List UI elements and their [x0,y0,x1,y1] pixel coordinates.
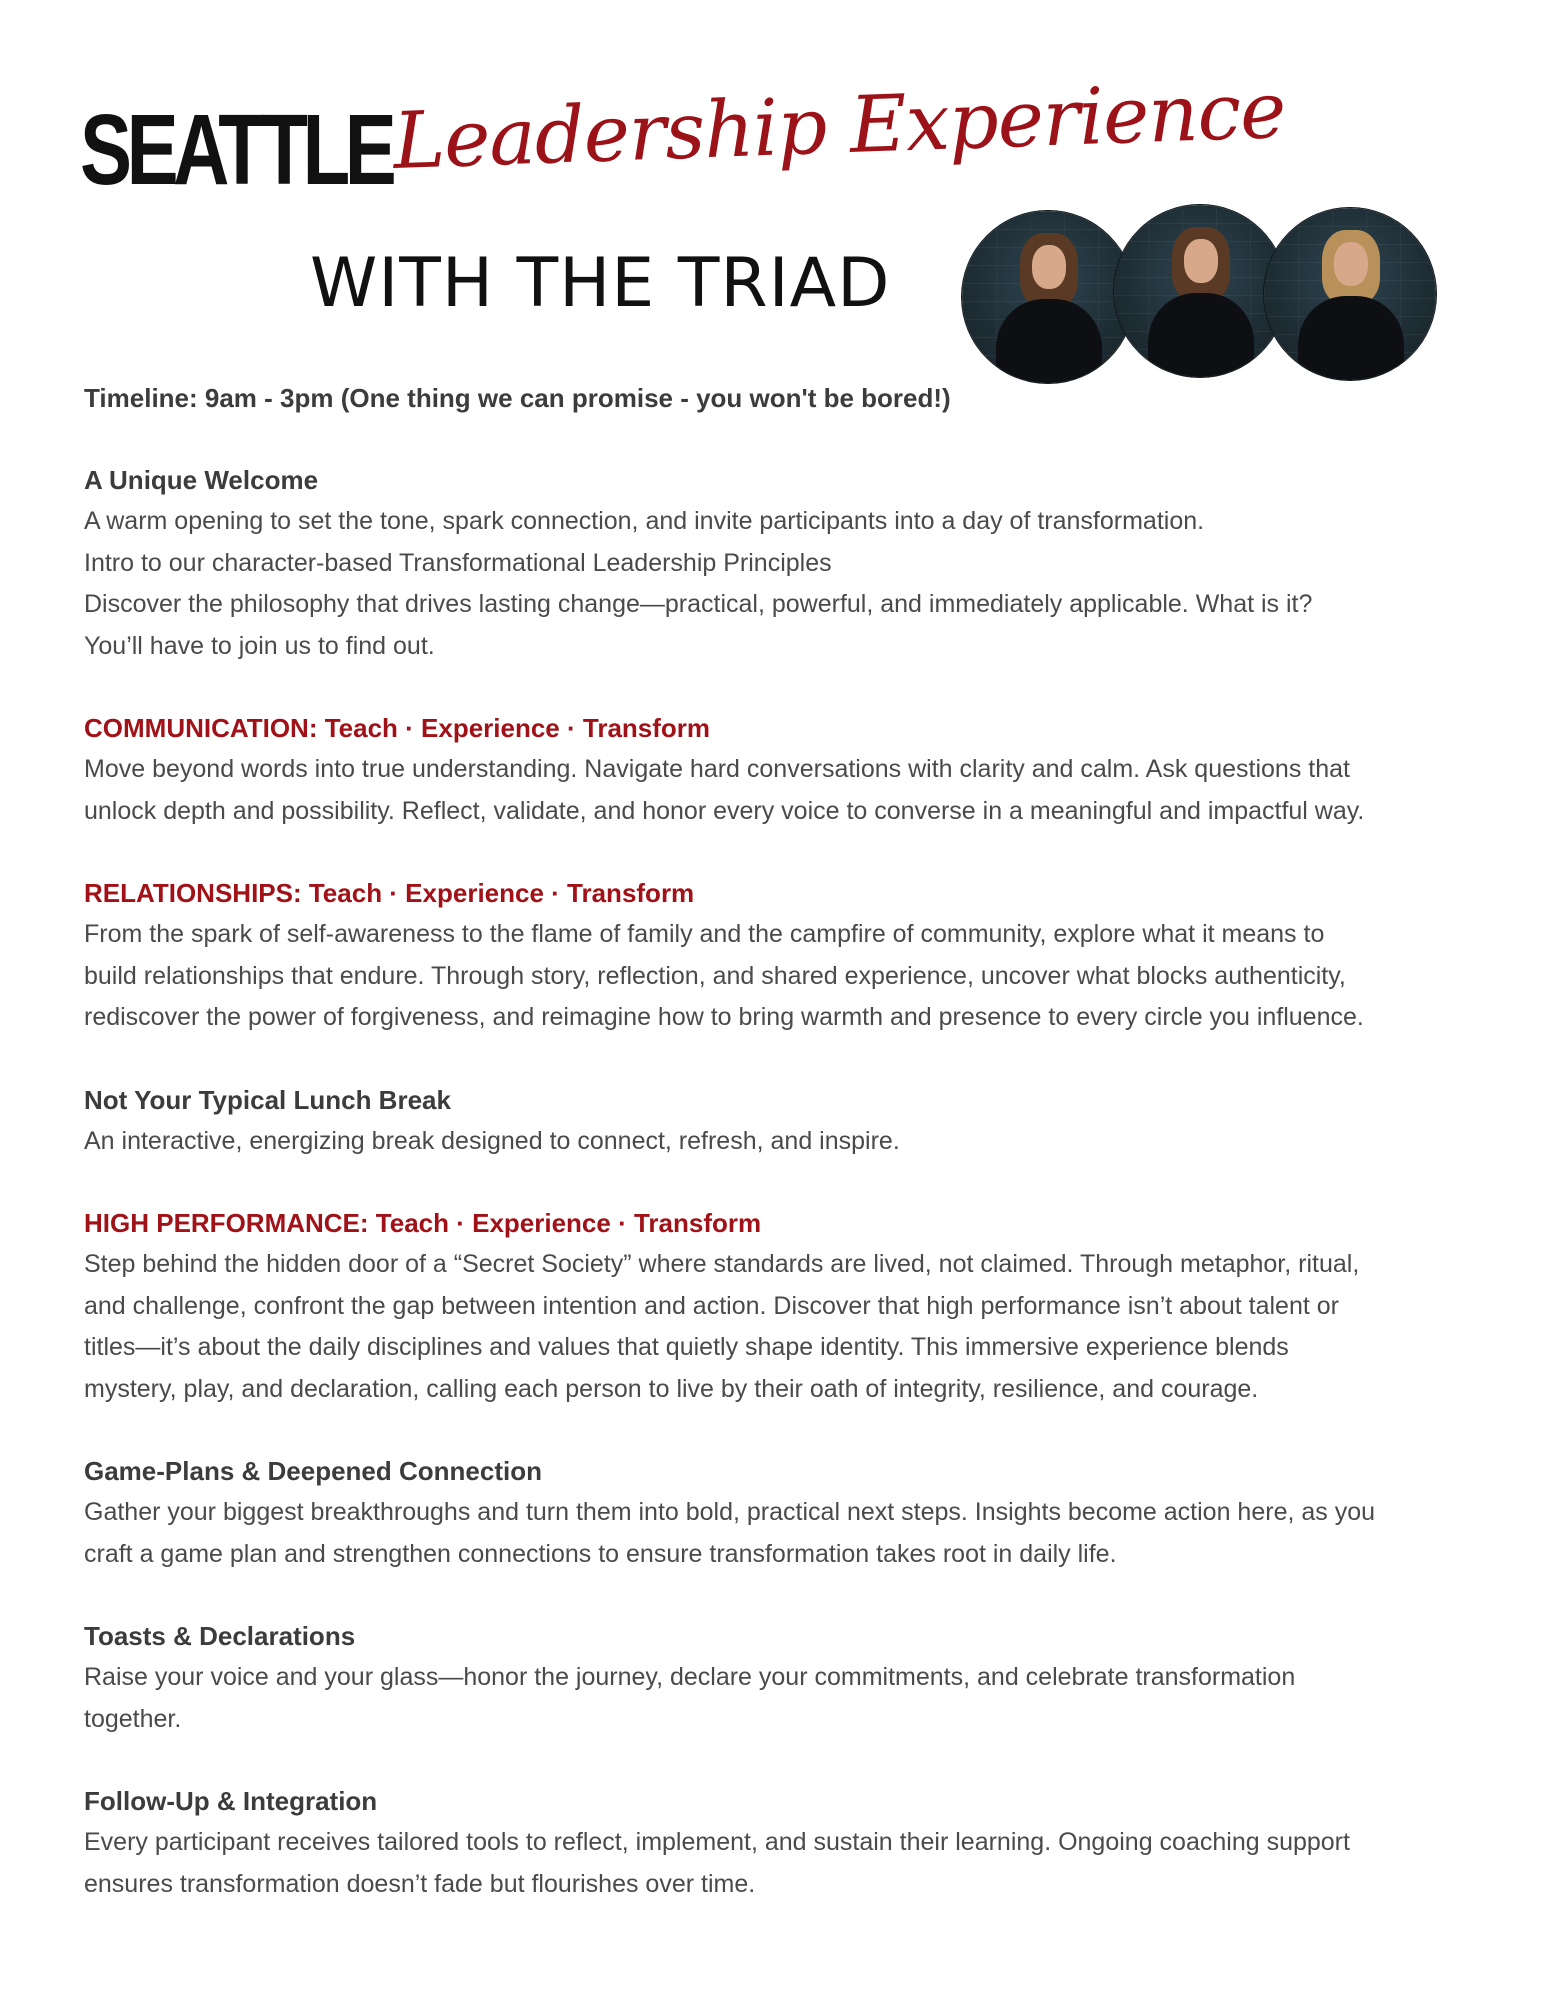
body-line: Raise your voice and your glass—honor the journey, declare your commitments, and celebrate transformation [84,1663,1296,1691]
body-line: craft a game plan and strengthen connections to ensure transformation takes root in daily life. [84,1539,1117,1568]
section-heading: A Unique Welcome [84,465,319,495]
body-line: ensures transformation doesn’t fade but flourishes over time. [84,1869,756,1898]
script-title: Leadership Experience [391,65,1287,187]
section-heading: Game-Plans & Deepened Connection [84,1456,542,1486]
section-communication [84,708,1464,832]
section-lunch-break [84,1080,1464,1163]
section-body [84,501,1464,667]
body-line: Intro to our character-based Transformational Leadership Principles [84,548,832,577]
body-line: Move beyond words into true understanding. Navigate hard conversations with clarity and calm. Ask questions that [84,755,1350,783]
presenter-photo-1 [962,211,1134,383]
page-header [0,0,1545,380]
body-line: Step behind the hidden door of a “Secret Society” where standards are lived, not claimed. Through metaphor, ritual, [84,1250,1360,1278]
body-line: Every participant receives tailored tools to reflect, implement, and sustain their learning. Ongoing coaching support [84,1828,1350,1856]
section-body [84,1822,1464,1905]
body-line: Discover the philosophy that drives lasting change—practical, powerful, and immediately applicable. What is it? [84,590,1313,618]
section-heading: COMMUNICATION: Teach · Experience · Transform [84,713,711,743]
timeline-text: Timeline: 9am - 3pm (One thing we can promise - you won't be bored!) [84,383,951,413]
body-line: together. [84,1704,182,1733]
body-line: build relationships that endure. Through story, reflection, and shared experience, uncover what blocks authenticity, [84,961,1346,990]
body-line: From the spark of self-awareness to the flame of family and the campfire of community, explore what it means to [84,920,1325,948]
body-line: You’ll have to join us to find out. [84,631,435,660]
body-line: Gather your biggest breakthroughs and turn them into bold, practical next steps. Insights become action here, as you [84,1498,1376,1526]
section-heading: HIGH PERFORMANCE: Teach · Experience · Transform [84,1208,762,1238]
presenter-photo-2 [1114,205,1286,377]
city-title: SEATTLE [80,94,392,206]
body-line: An interactive, energizing break designed to connect, refresh, and inspire. [84,1126,900,1155]
agenda-content [84,378,1464,1946]
section-welcome [84,460,1464,667]
body-line: and challenge, confront the gap between intention and action. Discover that high performance isn’t about talent or [84,1291,1339,1320]
section-toasts [84,1616,1464,1740]
section-body [84,1492,1464,1575]
body-line: A warm opening to set the tone, spark connection, and invite participants into a day of transformation. [84,507,1205,535]
section-heading: Follow-Up & Integration [84,1786,378,1816]
section-relationships [84,873,1464,1039]
section-follow-up [84,1781,1464,1905]
body-line: mystery, play, and declaration, calling each person to live by their oath of integrity, resilience, and courage. [84,1374,1259,1403]
section-body [84,914,1464,1039]
section-high-performance [84,1203,1464,1410]
section-body [84,1121,1464,1163]
body-line: rediscover the power of forgiveness, and reimagine how to bring warmth and presence to every circle you influence. [84,1003,1364,1031]
body-line: titles—it’s about the daily disciplines and values that quietly shape identity. This immersive experience blends [84,1333,1289,1361]
section-heading: RELATIONSHIPS: Teach · Experience · Transform [84,878,695,908]
section-game-plans [84,1451,1464,1575]
presenter-photo-3 [1264,208,1436,380]
section-body [84,749,1464,832]
section-body [84,1244,1464,1410]
section-body [84,1657,1464,1740]
subtitle: WITH THE TRIAD [310,244,891,323]
presenter-photos [962,205,1442,385]
section-heading: Toasts & Declarations [84,1621,356,1651]
section-heading: Not Your Typical Lunch Break [84,1084,451,1115]
body-line: unlock depth and possibility. Reflect, validate, and honor every voice to converse in a meaningful and impactful way. [84,796,1365,825]
